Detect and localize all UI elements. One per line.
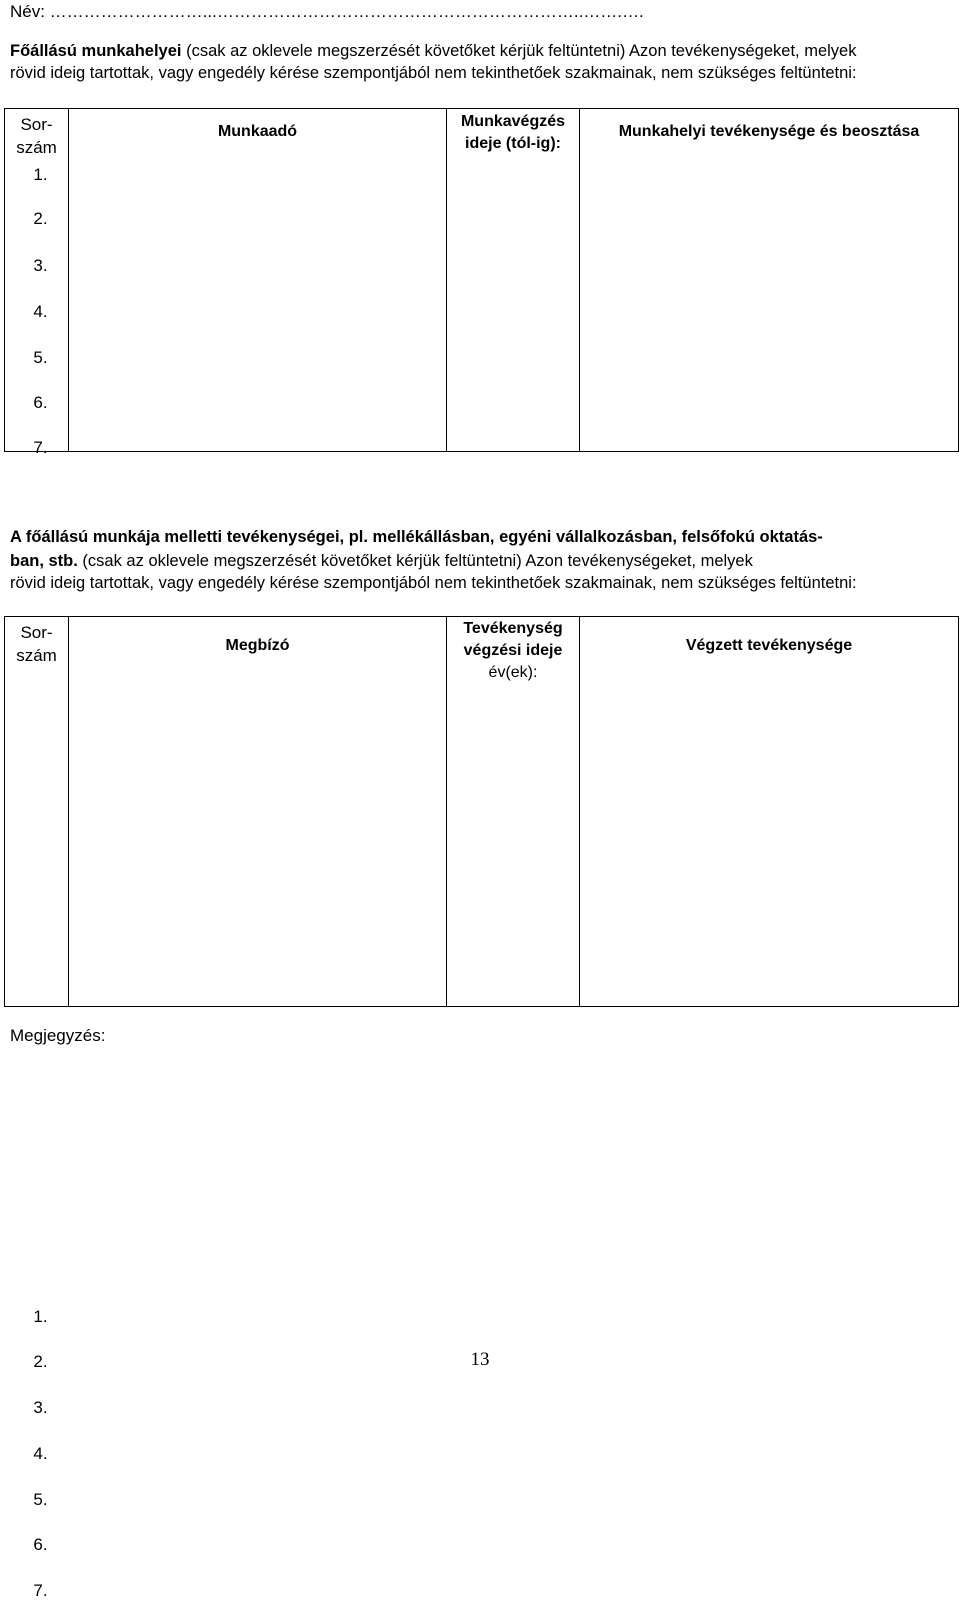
page-number: 13	[470, 1349, 490, 1370]
period-header-line1: Tevékenység	[463, 620, 563, 637]
client-column[interactable]	[69, 617, 447, 1007]
sorszam-header-line2: szám	[16, 138, 57, 157]
activity-column[interactable]	[580, 109, 959, 452]
period-header-line2: végzési ideje	[463, 642, 563, 659]
employer-column[interactable]	[69, 109, 447, 452]
row-number: 7.	[33, 1580, 48, 1600]
row-number: 2.	[33, 1351, 48, 1371]
activity-header: Munkahelyi tevékenysége és beosztása	[618, 123, 920, 140]
section2-title-line1: A főállású munkája melletti tevékenységei, pl. mellékállásban, egyéni vállalkozásban, felsőfokú oktatás-	[10, 528, 823, 546]
row-number: 7.	[33, 437, 48, 457]
section1-intro-text: (csak az oklevele megszerzését követőket kérjük feltüntetni) Azon tevékenységeket, melyek	[181, 42, 857, 60]
section1-title: Főállású munkahelyei	[10, 42, 182, 60]
section2-intro	[10, 550, 753, 572]
sorszam-column	[5, 109, 69, 457]
sorszam-header-line1: Sor-	[20, 115, 53, 134]
period-header-line3: év(ek):	[488, 664, 538, 681]
row-number: 1.	[33, 1306, 48, 1326]
row-number: 3.	[33, 255, 48, 275]
activity-column[interactable]	[580, 617, 959, 1007]
client-header: Megbízó	[225, 637, 290, 654]
sorszam-header-line2: szám	[16, 646, 57, 665]
row-number: 1.	[33, 164, 48, 184]
sorszam-header-line1: Sor-	[20, 623, 53, 642]
row-number: 4.	[33, 1443, 48, 1463]
activity-header: Végzett tevékenysége	[685, 637, 853, 654]
section2-intro-text: (csak az oklevele megszerzését követőket kérjük feltüntetni) Azon tevékenységeket, melyek	[77, 552, 753, 570]
row-number: 5.	[33, 1489, 48, 1509]
row-number: 6.	[33, 1534, 48, 1554]
section2-title-line2: ban, stb.	[10, 552, 78, 570]
employer-header: Munkaadó	[217, 123, 298, 140]
row-number: 2.	[33, 208, 48, 228]
row-number: 3.	[33, 1397, 48, 1417]
row-number: 4.	[33, 301, 48, 321]
note-label: Megjegyzés:	[10, 1026, 106, 1045]
section1-intro-line2: rövid ideig tartottak, vagy engedély kérése szempontjából nem tekinthetőek szakmainak, nem szükséges feltüntetni:	[10, 64, 857, 82]
row-number: 6.	[33, 392, 48, 412]
period-column[interactable]	[447, 109, 580, 452]
section1-intro	[10, 40, 856, 62]
employment-table	[4, 108, 959, 457]
name-field-line: Név: ………………………...………………………………………………………..…….….	[10, 2, 644, 21]
section2-intro-line2: rövid ideig tartottak, vagy engedély kérése szempontjából nem tekinthetőek szakmainak, nem szükséges feltüntetni:	[10, 574, 857, 592]
period-header-line2: ideje (tól-ig):	[465, 135, 561, 152]
period-column[interactable]	[447, 617, 580, 1007]
row-number: 5.	[33, 347, 48, 367]
period-header-line1: Munkavégzés	[460, 113, 566, 130]
